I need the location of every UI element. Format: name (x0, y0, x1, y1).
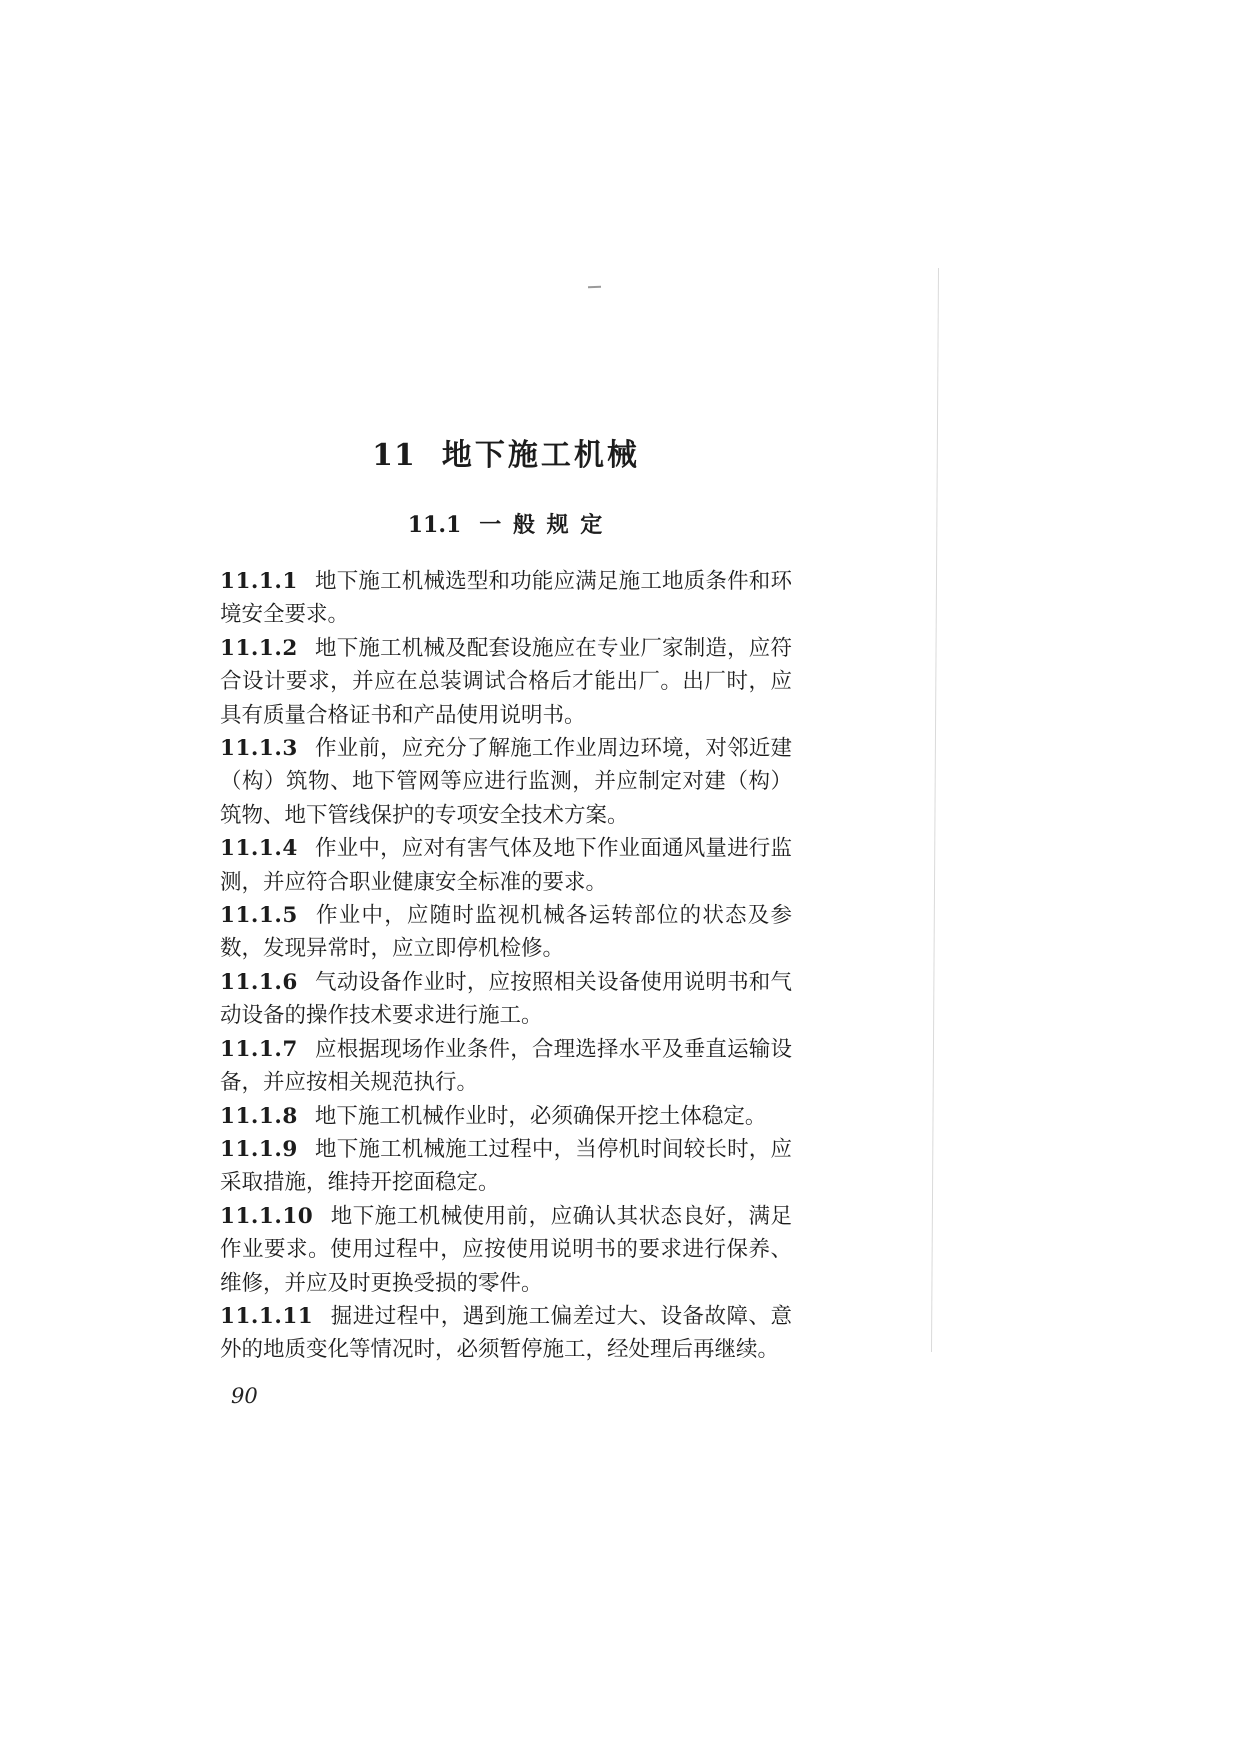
chapter-title (220, 430, 792, 474)
section-heading (220, 508, 792, 539)
clause-number: 11.1.2 (220, 635, 298, 661)
section-title-text: 一 般 规 定 (479, 512, 605, 538)
section-number: 11.1 (407, 512, 462, 538)
clause-11-1-4 (220, 832, 792, 899)
clause-11-1-1 (220, 565, 792, 632)
text-block (220, 430, 792, 1367)
clause-text: 作业中，应对有害气体及地下作业面通风量进行监测，并应符合职业健康安全标准的要求。 (220, 836, 792, 895)
clause-11-1-7 (220, 1033, 792, 1100)
clause-11-1-3 (220, 732, 792, 832)
clause-11-1-5 (220, 899, 792, 966)
clause-text: 气动设备作业时，应按照相关设备使用说明书和气动设备的操作技术要求进行施工。 (220, 969, 792, 1029)
clause-11-1-8 (220, 1100, 792, 1133)
clause-list (220, 565, 792, 1367)
clause-text: 作业中，应随时监视机械各运转部位的状态及参数，发现异常时，应立即停机检修。 (220, 903, 792, 962)
chapter-number: 11 (372, 438, 416, 473)
clause-text: 作业前，应充分了解施工作业周边环境，对邻近建（构）筑物、地下管网等应进行监测，并应制定对建（构）筑物、地下管线保护的专项安全技术方案。 (220, 736, 792, 828)
clause-number: 11.1.6 (220, 969, 298, 995)
clause-number: 11.1.3 (220, 736, 298, 762)
clause-text: 应根据现场作业条件，合理选择水平及垂直运输设备，并应按相关规范执行。 (220, 1036, 792, 1096)
clause-11-1-9 (220, 1133, 792, 1200)
page-number: 90 (231, 1384, 258, 1408)
scan-line-artifact (931, 268, 939, 1352)
clause-number: 11.1.4 (220, 836, 298, 862)
clause-11-1-10 (220, 1200, 792, 1300)
clause-number: 11.1.9 (220, 1136, 298, 1162)
clause-text: 地下施工机械使用前，应确认其状态良好，满足作业要求。使用过程中，应按使用说明书的要求进行保养、维修，并应及时更换受损的零件。 (220, 1203, 792, 1296)
clause-11-1-11 (220, 1300, 792, 1367)
clause-text: 地下施工机械施工过程中，当停机时间较长时，应采取措施，维持开挖面稳定。 (220, 1136, 792, 1196)
clause-number: 11.1.11 (220, 1303, 314, 1329)
clause-number: 11.1.7 (220, 1036, 298, 1062)
clause-number: 11.1.8 (220, 1103, 298, 1129)
clause-number: 11.1.1 (220, 569, 298, 594)
clause-text: 地下施工机械及配套设施应在专业厂家制造，应符合设计要求，并应在总装调试合格后才能出厂。出厂时，应具有质量合格证书和产品使用说明书。 (220, 635, 792, 728)
scan-scratch-mark (588, 286, 601, 288)
clause-number: 11.1.10 (220, 1203, 314, 1229)
clause-number: 11.1.5 (220, 903, 298, 929)
chapter-title-text: 地下施工机械 (441, 438, 640, 473)
clause-text: 掘进过程中，遇到施工偏差过大、设备故障、意外的地质变化等情况时，必须暂停施工，经处理后再继续。 (220, 1303, 792, 1363)
clause-11-1-6 (220, 966, 792, 1033)
clause-11-1-2 (220, 632, 792, 732)
clause-text: 地下施工机械选型和功能应满足施工地质条件和环境安全要求。 (220, 569, 792, 628)
clause-text: 地下施工机械作业时，必须确保开挖土体稳定。 (314, 1103, 767, 1129)
